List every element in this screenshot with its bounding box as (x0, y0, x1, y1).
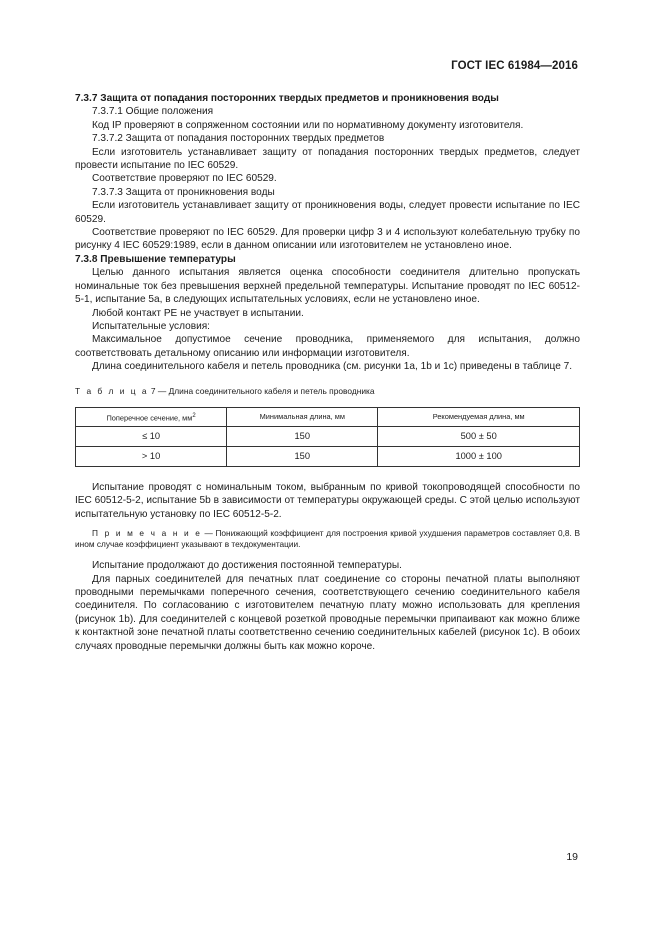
table-title-text: 7 — Длина соединительного кабеля и петель проводника (150, 385, 375, 396)
document-header: ГОСТ IEC 61984—2016 (451, 60, 578, 72)
paragraph: Для парных соединителей для печатных плат соединение со стороны печатной платы выполняют проводными перемычками поперечного сечения, соответствующего сечению соединительного кабеля соединителя. По согласованию с изготовителем печатную плату можно использовать для крепления (рисунок 1b). Для соединителей с концевой розеткой проводные перемычки припаивают как можно ближе к контактной зоне печатной платы соответственно сечению соединительных кабелей (рисунок 1c). В обоих случаях проводные перемычки должны быть как можно короче. (75, 573, 580, 652)
table-cell: ≤ 10 (76, 426, 227, 446)
table-row (76, 446, 580, 466)
paragraph: Код IP проверяют в сопряженном состоянии или по нормативному документу изготовителя. (92, 119, 524, 131)
paragraph: Испытание продолжают до достижения постоянной температуры. (92, 560, 402, 572)
table-header-row (76, 407, 580, 426)
note-text: — Понижающий коэффициент для построения кривой ухудшения параметров составляет 0,8. В ином случае коэффициент указывают в техдокументации. (75, 528, 581, 550)
table-title (75, 385, 580, 398)
table-title-prefix: Т а б л и ц а (75, 385, 149, 396)
paragraph: Целью данного испытания является оценка способности соединителя длительно пропускать номинальные ток без превышения верхней предельной температуры. Испытание проводят по IEC 60512-5-1, испытание 5a, в следующих испытательных условиях, если не установлено иное. (75, 267, 580, 306)
table-cell: 500 ± 50 (378, 426, 580, 446)
table-cell: > 10 (76, 446, 227, 466)
paragraph: Любой контакт PE не участвует в испытании. (92, 307, 304, 319)
table-cell: 1000 ± 100 (378, 446, 580, 466)
paragraph: Соответствие проверяют по IEC 60529. Для проверки цифр 3 и 4 используют колебательную трубку по рисунку 4 IEC 60529:1989, если в данном описании или изготовителем не установлено иное. (75, 227, 580, 252)
table-cell: 150 (227, 426, 378, 446)
paragraph: Максимальное допустимое сечение проводника, применяемого для испытания, должно соответствовать детальному описанию или информации изготовителя. (75, 334, 580, 359)
column-header-recommended-length: Рекомендуемая длина, мм (378, 407, 580, 426)
cable-length-table (75, 407, 580, 467)
section-heading-7-3-7: 7.3.7 Защита от попадания посторонних твердых предметов и проникновения воды (75, 93, 499, 104)
column-header-cross-section: Поперечное сечение, $мм^2$ (76, 407, 227, 426)
subsection-heading-7-3-7-2: 7.3.7.2 Защита от попадания посторонних твердых предметов (92, 133, 385, 145)
note (75, 528, 580, 550)
paragraph: Если изготовитель устанавливает защиту от проникновения воды, следует провести испытание по IEC 60529. (75, 200, 580, 225)
section-heading-7-3-8: 7.3.8 Превышение температуры (75, 253, 236, 265)
paragraph: Длина соединительного кабеля и петель проводника (см. рисунки 1a, 1b и 1c) приведены в таблице 7. (92, 361, 573, 373)
table-cell: 150 (227, 446, 378, 466)
paragraph: Соответствие проверяют по IEC 60529. (92, 173, 277, 185)
paragraph: Испытание проводят с номинальным током, выбранным по кривой токопроводящей способности по IEC 60512-5-2, испытание 5b в зависимости от температуры окружающей среды. С этой целью используют испытательную установку по IEC 60512-5-2. (75, 481, 580, 520)
note-label: П р и м е ч а н и е (92, 528, 202, 539)
page-number: 19 (566, 851, 578, 863)
paragraph: Испытательные условия: (92, 320, 210, 332)
superscript: 2 (192, 412, 196, 419)
document-body (75, 92, 580, 653)
column-header-min-length: Минимальная длина, мм (227, 407, 378, 426)
table-row (76, 426, 580, 446)
paragraph: Если изготовитель устанавливает защиту от попадания посторонних твердых предметов, следует провести испытание по IEC 60529. (75, 146, 580, 172)
subsection-heading-7-3-7-3: 7.3.7.3 Защита от проникновения воды (92, 186, 275, 198)
subsection-heading-7-3-7-1: 7.3.7.1 Общие положения (92, 106, 214, 118)
